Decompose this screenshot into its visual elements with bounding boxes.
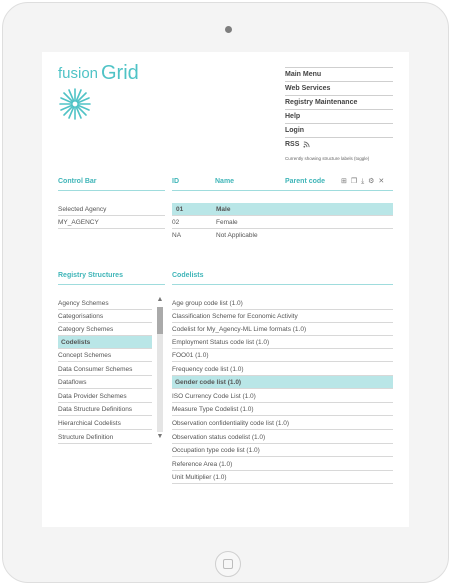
registry-structures-title: Registry Structures [58, 272, 123, 279]
app-screen [42, 52, 409, 527]
codelists-divider [172, 284, 393, 285]
menu-item-rss-label: RSS [285, 141, 300, 148]
logo-grid-text: Grid [101, 62, 139, 84]
settings-icon[interactable]: ⚙ [368, 178, 376, 185]
column-header-parent-code[interactable]: Parent code [285, 178, 326, 185]
menu-item-registry-maintenance[interactable]: Registry Maintenance [285, 95, 393, 109]
scroll-track[interactable] [157, 334, 163, 432]
structure-item[interactable]: Categorisations [58, 310, 152, 323]
selected-agency-value[interactable]: MY_AGENCY [58, 216, 165, 229]
codelist-item[interactable]: Employment Status code list (1.0) [172, 336, 393, 349]
structure-item[interactable]: Category Schemes [58, 323, 152, 336]
close-icon[interactable]: ✕ [378, 178, 386, 185]
structure-item[interactable]: Dataflows [58, 376, 152, 389]
structure-item[interactable]: Structure Definition [58, 431, 152, 444]
structures-scrollbar[interactable] [156, 296, 164, 442]
code-row-name: Female [216, 219, 238, 226]
codelist-item[interactable]: ISO Currency Code List (1.0) [172, 390, 393, 403]
logo-star-icon [58, 87, 92, 121]
scroll-thumb[interactable] [157, 307, 163, 334]
registry-structures-divider [58, 284, 165, 285]
scroll-up-arrow-icon[interactable]: ▲ [156, 296, 164, 303]
copy-icon[interactable]: ❐ [350, 178, 359, 185]
rss-icon [303, 141, 310, 148]
codelist-item[interactable]: Frequency code list (1.0) [172, 363, 393, 376]
structure-item[interactable]: Hierarchical Codelists [58, 417, 152, 430]
camera-dot [225, 26, 232, 33]
codelists-title: Codelists [172, 272, 204, 279]
codelist-item[interactable]: Observation status codelist (1.0) [172, 431, 393, 444]
code-row-id: 01 [176, 206, 184, 213]
expand-icon[interactable]: ⊞ [341, 178, 348, 185]
download-icon[interactable]: ⤓ [361, 178, 366, 185]
table-toolbar [341, 177, 385, 186]
main-menu [285, 67, 393, 161]
structure-item[interactable]: Agency Schemes [58, 297, 152, 310]
codelist-item[interactable]: Age group code list (1.0) [172, 297, 393, 310]
structure-item[interactable]: Data Consumer Schemes [58, 363, 152, 376]
codelist-item[interactable]: Occupation type code list (1.0) [172, 444, 393, 457]
codelist-item[interactable]: Codelist for My_Agency-ML Lime formats (1.0) [172, 323, 393, 336]
column-header-id[interactable]: ID [172, 178, 179, 185]
control-bar-divider [58, 190, 165, 191]
menu-item-login[interactable]: Login [285, 123, 393, 137]
code-row-name: Male [216, 206, 231, 213]
menu-item-main-menu[interactable]: Main Menu [285, 67, 393, 81]
structure-item[interactable]: Concept Schemes [58, 349, 152, 362]
code-row[interactable] [172, 203, 393, 216]
column-header-name[interactable]: Name [215, 178, 235, 185]
scroll-down-arrow-icon[interactable]: ▼ [156, 433, 164, 440]
code-row[interactable] [172, 216, 393, 229]
structure-item[interactable]: Data Provider Schemes [58, 390, 152, 403]
codelist-item[interactable]: Unit Multiplier (1.0) [172, 471, 393, 484]
logo-fusion-text: fusion [58, 65, 99, 82]
structure-labels-toggle[interactable]: Currently showing structure labels (toggle) [285, 156, 370, 161]
code-row-name: Not Applicable [216, 232, 258, 239]
codelist-item[interactable]: Observation confidentiality code list (1.0) [172, 417, 393, 430]
control-bar-title: Control Bar [58, 178, 97, 185]
home-square-icon [223, 559, 233, 569]
menu-item-help[interactable]: Help [285, 109, 393, 123]
selected-agency-label: Selected Agency [58, 203, 165, 216]
code-row[interactable] [172, 229, 393, 242]
codelist-item[interactable]: Classification Scheme for Economic Activity [172, 310, 393, 323]
structure-item[interactable]: Data Structure Definitions [58, 403, 152, 416]
code-row-id: NA [172, 232, 182, 239]
home-button[interactable] [215, 551, 241, 577]
codelist-item[interactable]: Reference Area (1.0) [172, 458, 393, 471]
structure-item-selected[interactable]: Codelists [58, 336, 152, 349]
code-table-divider [172, 190, 393, 191]
codelist-item[interactable]: Measure Type Codelist (1.0) [172, 403, 393, 416]
codelist-item[interactable]: FOO01 (1.0) [172, 349, 393, 362]
code-row-id: 02 [172, 219, 180, 226]
codelist-item-selected[interactable]: Gender code list (1.0) [172, 376, 393, 389]
menu-item-web-services[interactable]: Web Services [285, 81, 393, 95]
menu-item-rss[interactable] [285, 137, 393, 151]
